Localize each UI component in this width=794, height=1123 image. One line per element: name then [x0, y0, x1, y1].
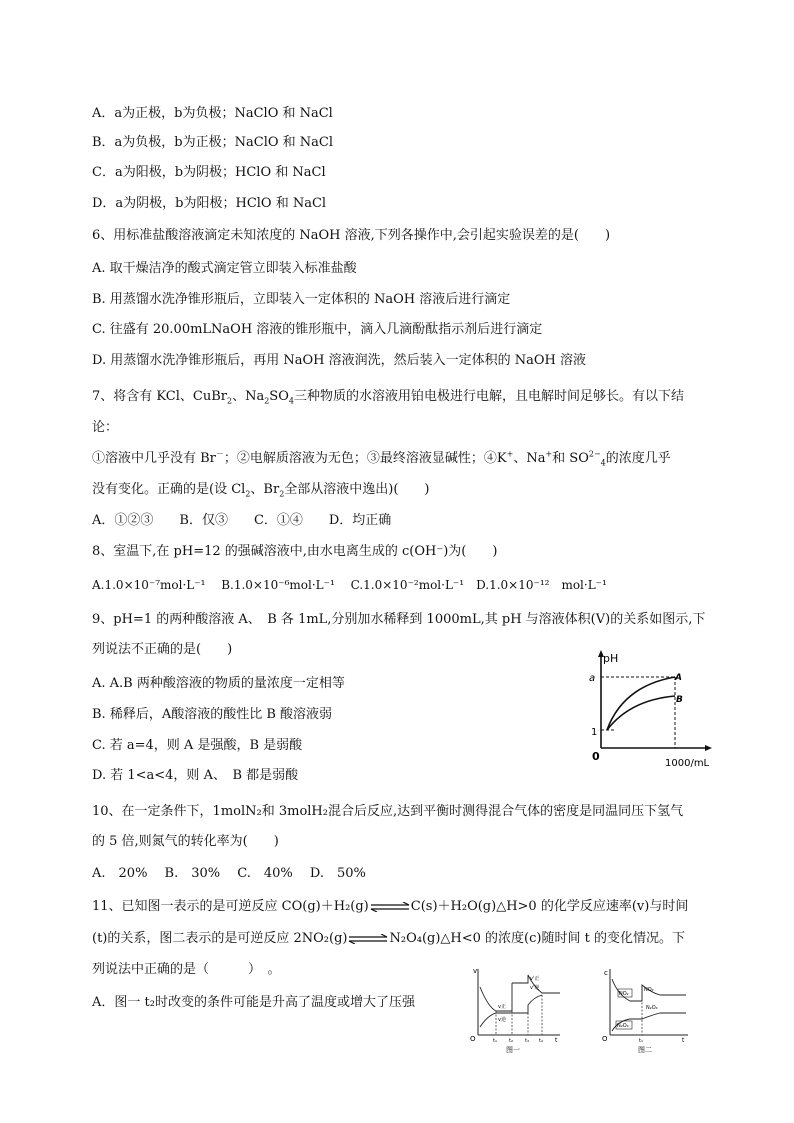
fig2-caption: 图二: [638, 1046, 652, 1054]
q10-stem-2: 的 5 倍,则氮气的转化率为( ): [92, 834, 279, 849]
fig1-t3: t₃: [525, 1038, 529, 1044]
fig2-concentration-time-graph: [600, 965, 690, 1055]
fig1-v-reverse-label: v逆: [498, 1017, 506, 1023]
fig1-rate-time-graph: [468, 965, 562, 1055]
q7-stem-cont: 论：: [92, 420, 119, 435]
q9-ph-figure: [585, 642, 715, 770]
q5-option-c: C．a为阳极，b为阴极；HClO 和 NaCl: [92, 165, 326, 180]
q5-option-b: B．a为负极，b为正极；NaClO 和 NaCl: [92, 135, 334, 150]
fig1-origin: O: [470, 1035, 476, 1043]
q11-stem-3: 列说法中正确的是（ ） 。: [92, 962, 281, 977]
q9-x-label: 1000/mL: [665, 758, 710, 769]
fig2-t-axis: t: [682, 1037, 685, 1044]
q6-option-d: D. 用蒸馏水洗净锥形瓶后，再用 NaOH 溶液润洗，然后装入一定体积的 NaOH 溶液: [92, 353, 586, 368]
q8-options: A.1.0×10⁻⁷mol·L⁻¹ B.1.0×10⁻⁶mol·L⁻¹ C.1.0×10⁻²mol·L⁻¹ D.1.0×10⁻¹² mol·L⁻¹: [92, 578, 607, 592]
q9-origin: 0: [592, 750, 600, 763]
q6-option-a: A. 取干燥洁净的酸式滴定管立即装入标准盐酸: [92, 261, 357, 276]
q7-stem: 7、将含有 KCl、CuBr$_2$、$Na_2SO_4$三种物质的水溶液用铂电极进行电解，且电解时间足够长。有以下结: [92, 389, 684, 406]
fig1-v-reverse-2-label: v'逆: [530, 985, 540, 991]
q6-stem: 6、用标准盐酸溶液滴定未知浓度的 NaOH 溶液,下列各操作中,会引起实验误差的是( ): [92, 228, 611, 243]
q10-stem-1: 10、在一定条件下，1molN₂和 3molH₂混合后反应,达到平衡时测得混合气体的密度是同温同压下氢气: [92, 804, 684, 819]
q9-stem-2: 列说法不正确的是( ): [92, 642, 233, 657]
fig2-n2o4-label: N₂O₄: [646, 1005, 658, 1011]
q10-options: A. 20% B. 30% C. 40% D. 50%: [92, 866, 366, 881]
fig2-origin: O: [602, 1035, 608, 1043]
q9-curve-b: [607, 696, 675, 730]
q11-stem-2: (t)的关系，图二表示的是可逆反应 2NO₂(g) N₂O₄(g)△H<0 的浓度(c)随时间 t 的变化情况。下: [92, 931, 685, 946]
fig1-v-forward: [480, 983, 512, 1011]
q9-curve-b-label: B: [676, 695, 683, 705]
q11-stem-1: 11、已知图一表示的是可逆反应 CO(g)＋H₂(g) C(s)＋H₂O(g)△H>0 的化学反应速率(v)与时间: [92, 899, 689, 914]
q9-option-d: D. 若 1<a<4，则 A、 B 都是弱酸: [92, 768, 299, 783]
q5-option-a: A．a为正极，b为负极；NaClO 和 NaCl: [92, 106, 333, 121]
fig2-y-label: c: [604, 969, 608, 977]
fig1-v-forward-2-label: v'正: [530, 976, 540, 982]
q7-options: A．①②③ B．仅③ C．①④ D．均正确: [92, 513, 392, 528]
q9-option-a: A. A.B 两种酸溶液的物质的量浓度一定相等: [92, 676, 345, 691]
q9-option-c: C. 若 a=4，则 A 是强酸，B 是弱酸: [92, 738, 303, 753]
q9-x-arrow: [705, 745, 712, 751]
fig1-t-axis: t: [555, 1037, 558, 1044]
fig1-v-forward-label: v正: [498, 1004, 506, 1010]
q7-conclusions: ①溶液中几乎没有 Br－；②电解质溶液为无色；③最终溶液显碱性；④K+、Na+和 $SO^{2-}_4$的浓度几乎: [92, 449, 671, 468]
equilibrium-arrow-icon: [348, 934, 388, 944]
fig1-caption: 图一: [506, 1046, 520, 1054]
q6-option-b: B. 用蒸馏水洗净锥形瓶后，立即装入一定体积的 NaOH 溶液后进行滴定: [92, 292, 511, 307]
q9-tick-a: a: [589, 673, 596, 684]
q9-option-b: B. 稀释后，A酸溶液的酸性比 B 酸溶液弱: [92, 707, 333, 722]
fig1-t4: t₄: [539, 1038, 543, 1044]
q8-stem: 8、室温下,在 pH=12 的强碱溶液中,由水电离生成的 c(OH⁻)为( ): [92, 544, 498, 559]
q5-option-d: D．a为阴极，b为阳极；HClO 和 NaCl: [92, 196, 327, 211]
fig1-t1: t₁: [493, 1038, 497, 1044]
fig2-t1: t₁: [639, 1038, 643, 1044]
fig2-no2-label: NO₂: [619, 991, 629, 997]
q9-tick-1: 1: [591, 727, 598, 738]
q6-option-c: C. 往盛有 20.00mLNaOH 溶液的锥形瓶中，滴入几滴酚酞指示剂后进行滴定: [92, 322, 543, 337]
q9-y-label: pH: [603, 652, 619, 665]
q9-stem-1: 9、pH=1 的两种酸溶液 A、 B 各 1mL,分别加水稀释到 1000mL,其 pH 与溶液体积(V)的关系如图示,下: [92, 612, 706, 627]
fig1-t2: t₂: [509, 1038, 513, 1044]
equilibrium-arrow-icon: [370, 902, 410, 912]
q7-conclusions-cont: 没有变化。正确的是(设 $Cl_2$、$Br_2$全部从溶液中逸出)( ): [92, 482, 430, 499]
fig2-n2o4-label-2: N₂O₄: [617, 1023, 629, 1029]
fig1-v-reverse-2: [512, 995, 542, 1013]
fig1-y-label: v: [473, 967, 478, 975]
q9-curve-a-label: A: [675, 673, 682, 683]
q11-option-a: A．图一 t₂时改变的条件可能是升高了温度或增大了压强: [92, 995, 415, 1010]
fig2-no2-label-2: NO₂: [644, 987, 654, 993]
